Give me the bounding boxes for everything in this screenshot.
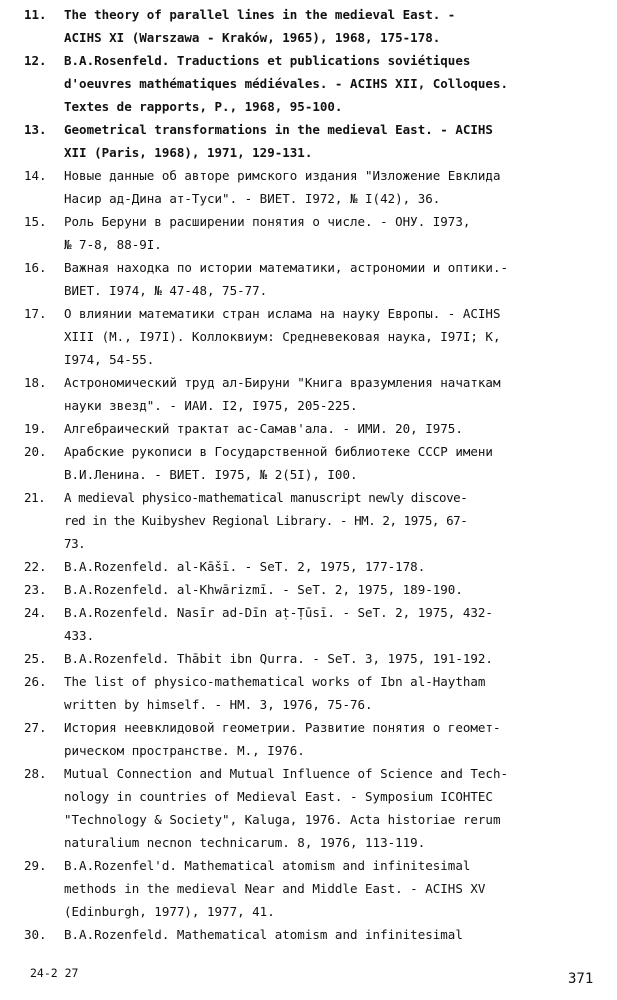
entry-text-line: A medieval physico-mathematical manuscript newly discove-: [64, 490, 468, 505]
bibliography-entry: [0, 417, 617, 440]
entry-text-line: d'oeuvres mathématiques médiévales. - ACIHS XII, Colloques.: [64, 76, 509, 91]
entry-number: 14.: [24, 168, 47, 183]
bibliography-entry: [0, 486, 617, 555]
entry-text-line: рическом пространстве. М., I976.: [64, 743, 305, 758]
entry-number: 26.: [24, 674, 47, 689]
bibliography-entry: [0, 762, 617, 854]
entry-text-line: № 7-8, 88-9I.: [64, 237, 162, 252]
entry-text-line: red in the Kuibyshev Regional Library. - HM. 2, 1975, 67-: [64, 513, 468, 528]
entry-number: 30.: [24, 927, 47, 942]
entry-text-line: О влиянии математики стран ислама на науку Европы. - ACIHS: [64, 306, 501, 321]
entry-text-line: Textes de rapports, P., 1968, 95-100.: [64, 99, 343, 114]
printer-signature: 24-2 27: [30, 966, 79, 980]
entry-number: 21.: [24, 490, 46, 505]
entry-text-line: Важная находка по истории математики, астрономии и оптики.-: [64, 260, 509, 275]
bibliography-entry: [0, 601, 617, 647]
bibliography-entry: [0, 440, 617, 486]
bibliography-entry: [0, 854, 617, 923]
entry-number: 17.: [24, 306, 47, 321]
bibliography-entry: [0, 555, 617, 578]
entry-text-line: ACIHS XI (Warszawa - Kraków, 1965), 1968, 175-178.: [64, 30, 441, 45]
bibliography-entry: [0, 716, 617, 762]
bibliography-entry: [0, 49, 617, 118]
entry-text-line: methods in the medieval Near and Middle East. - ACIHS XV: [64, 881, 486, 896]
entry-number: 19.: [24, 421, 47, 436]
bibliography-entry: [0, 578, 617, 601]
entry-text-line: XII (Paris, 1968), 1971, 129-131.: [64, 145, 313, 160]
bibliography-entry: [0, 164, 617, 210]
entry-text-line: B.A.Rozenfel'd. Mathematical atomism and infinitesimal: [64, 858, 471, 873]
entry-number: 22.: [24, 559, 47, 574]
entry-text-line: written by himself. - HM. 3, 1976, 75-76.: [64, 697, 373, 712]
entry-text-line: B.A.Rosenfeld. Traductions et publications soviétiques: [64, 53, 471, 68]
bibliography-entry: [0, 3, 617, 49]
bibliography-entry: [0, 256, 617, 302]
entry-text-line: 433.: [64, 628, 95, 643]
entry-text-line: (Edinburgh, 1977), 1977, 41.: [64, 904, 275, 919]
bibliography-entry: [0, 118, 617, 164]
entry-text-line: 73.: [64, 536, 86, 551]
entry-text-line: The theory of parallel lines in the medieval East. -: [64, 7, 456, 22]
bibliography-entry: [0, 371, 617, 417]
entry-text-line: Астрономический труд ал-Бируни "Книга вразумления начаткам: [64, 375, 501, 390]
entry-number: 18.: [24, 375, 47, 390]
entry-number: 20.: [24, 444, 47, 459]
entry-text-line: B.A.Rozenfeld. Mathematical atomism and infinitesimal: [64, 927, 463, 942]
entry-text-line: "Technology & Society", Kaluga, 1976. Acta historiae rerum: [64, 812, 501, 827]
entry-number: 11.: [24, 7, 47, 22]
entry-text-line: naturalium necnon technicarum. 8, 1976, 113-119.: [64, 835, 426, 850]
entry-number: 24.: [24, 605, 47, 620]
entry-number: 23.: [24, 582, 47, 597]
entry-text-line: I974, 54-55.: [64, 352, 155, 367]
entry-text-line: ВИЕТ. I974, № 47-48, 75-77.: [64, 283, 268, 298]
entry-text-line: Арабские рукописи в Государственной библиотеке СССР имени: [64, 444, 493, 459]
entry-text-line: B.A.Rozenfeld. Nasīr ad-Dīn aṭ-Ṭūsī. - SeT. 2, 1975, 432-: [64, 605, 493, 620]
entry-text-line: nology in countries of Medieval East. - Symposium ICOHTEC: [64, 789, 493, 804]
entry-number: 13.: [24, 122, 47, 137]
entry-text-line: B.A.Rozenfeld. al-Kāšī. - SeT. 2, 1975, 177-178.: [64, 559, 426, 574]
entry-text-line: B.A.Rozenfeld. al-Khwārizmī. - SeT. 2, 1975, 189-190.: [64, 582, 463, 597]
entry-text-line: Роль Беруни в расширении понятия о числе. - ОНУ. I973,: [64, 214, 471, 229]
entry-text-line: B.A.Rozenfeld. Thābit ibn Qurra. - SeT. 3, 1975, 191-192.: [64, 651, 493, 666]
bibliography-entry: [0, 210, 617, 256]
page-number: 371: [568, 971, 594, 987]
entry-text-line: История неевклидовой геометрии. Развитие понятия о геомет-: [64, 720, 501, 735]
bibliography-entry: [0, 670, 617, 716]
entry-number: 27.: [24, 720, 47, 735]
entry-text-line: Насир ад-Дина ат-Туси". - ВИЕТ. I972, № I(42), 36.: [64, 191, 441, 206]
entry-number: 25.: [24, 651, 47, 666]
entry-number: 16.: [24, 260, 47, 275]
entry-text-line: науки звезд". - ИАИ. I2, I975, 205-225.: [64, 398, 358, 413]
bibliography-entry: [0, 647, 617, 670]
entry-text-line: The list of physico-mathematical works of Ibn al-Haytham: [64, 674, 486, 689]
bibliography-list: [0, 3, 617, 946]
entry-text-line: В.И.Ленина. - ВИЕТ. I975, № 2(5I), I00.: [64, 467, 358, 482]
entry-text-line: Geometrical transformations in the medieval East. - ACIHS: [64, 122, 493, 137]
bibliography-entry: [0, 302, 617, 371]
entry-text-line: Алгебраический трактат ас-Самав'ала. - ИМИ. 20, I975.: [64, 421, 463, 436]
bibliography-entry: [0, 923, 617, 946]
entry-number: 12.: [24, 53, 47, 68]
entry-text-line: Новые данные об авторе римского издания "Изложение Евклида: [64, 168, 501, 183]
entry-text-line: XIII (М., I97I). Коллоквиум: Средневековая наука, I97I; К,: [64, 329, 501, 344]
entry-number: 15.: [24, 214, 47, 229]
entry-number: 28.: [24, 766, 47, 781]
entry-text-line: Mutual Connection and Mutual Influence of Science and Tech-: [64, 766, 509, 781]
entry-number: 29.: [24, 858, 47, 873]
